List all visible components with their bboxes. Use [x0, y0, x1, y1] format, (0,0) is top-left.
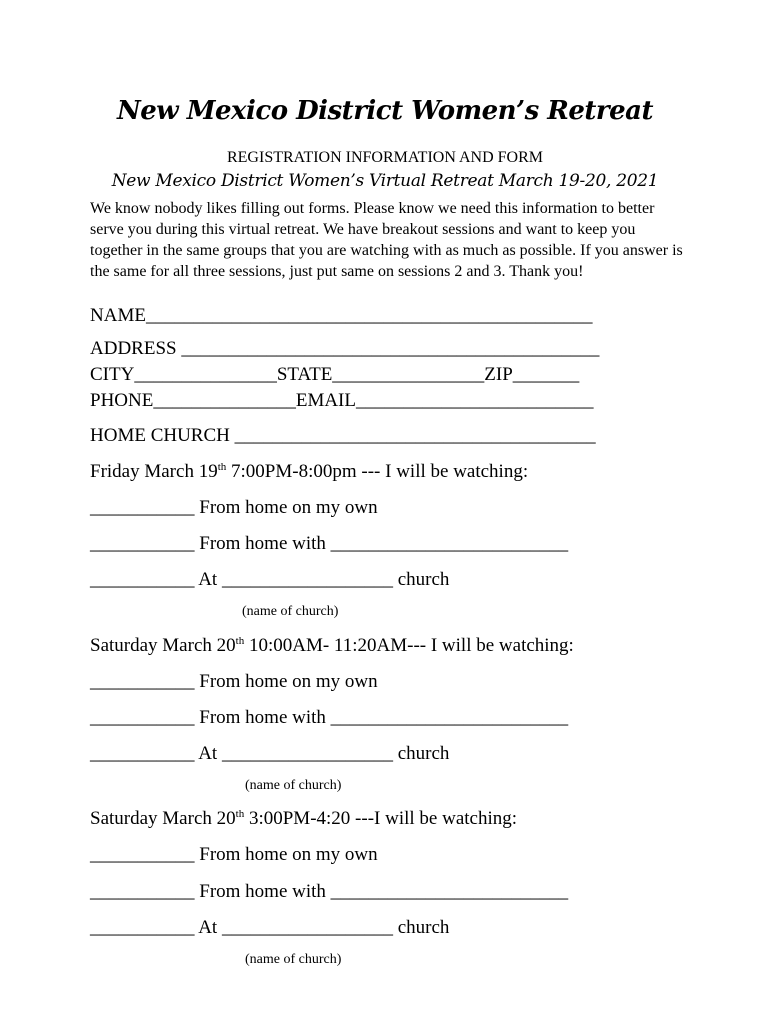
session-date: Saturday March 20: [90, 635, 236, 656]
event-heading: New Mexico District Women’s Virtual Retreat March 19-20, 2021: [111, 171, 659, 191]
date-suffix: th: [235, 635, 245, 647]
city-state-zip-field[interactable]: CITY_______________STATE________________ZIP_______: [90, 364, 580, 385]
option-from-home-own[interactable]: ___________ From home on my own: [90, 497, 378, 518]
address-field[interactable]: ADDRESS ____________________________________________: [90, 338, 600, 359]
name-field[interactable]: NAME_______________________________________________: [90, 305, 593, 326]
session-date: Saturday March 20: [90, 808, 236, 829]
option-from-home-own[interactable]: ___________ From home on my own: [90, 671, 378, 692]
church-name-note: (name of church): [245, 778, 342, 793]
option-at-church[interactable]: ___________ At __________________ church: [90, 917, 450, 938]
church-name-note: (name of church): [245, 952, 342, 967]
intro-paragraph: We know nobody likes filling out forms. Please know we need this information to better serve you during this virtual retreat. We have breakout sessions and want to keep you together in the same groups that you are watching with as much as possible. If you answer is the same for all three sessions, just put same on sessions 2 and 3. Thank you!: [90, 200, 683, 280]
option-from-home-with[interactable]: ___________ From home with _________________________: [90, 881, 569, 902]
form-subtitle: REGISTRATION INFORMATION AND FORM: [226, 149, 544, 166]
option-at-church[interactable]: ___________ At __________________ church: [90, 569, 450, 590]
option-from-home-own[interactable]: ___________ From home on my own: [90, 844, 378, 865]
option-at-church[interactable]: ___________ At __________________ church: [90, 743, 450, 764]
option-from-home-with[interactable]: ___________ From home with _________________________: [90, 707, 569, 728]
session-time: 7:00PM-8:00pm --- I will be watching:: [226, 461, 529, 482]
session-heading: [90, 808, 517, 832]
option-from-home-with[interactable]: ___________ From home with _________________________: [90, 533, 569, 554]
date-suffix: th: [217, 461, 227, 473]
page-title: New Mexico District Women’s Retreat: [116, 96, 654, 126]
session-heading: [90, 461, 528, 485]
home-church-field[interactable]: HOME CHURCH ______________________________________: [90, 425, 596, 446]
church-name-note: (name of church): [242, 604, 339, 619]
session-time: 3:00PM-4:20 ---I will be watching:: [244, 808, 518, 829]
session-time: 10:00AM- 11:20AM--- I will be watching:: [244, 635, 574, 656]
phone-email-field[interactable]: PHONE_______________EMAIL_________________________: [90, 390, 594, 411]
session-heading: [90, 635, 574, 659]
session-date: Friday March 19: [90, 461, 218, 482]
date-suffix: th: [235, 808, 245, 820]
